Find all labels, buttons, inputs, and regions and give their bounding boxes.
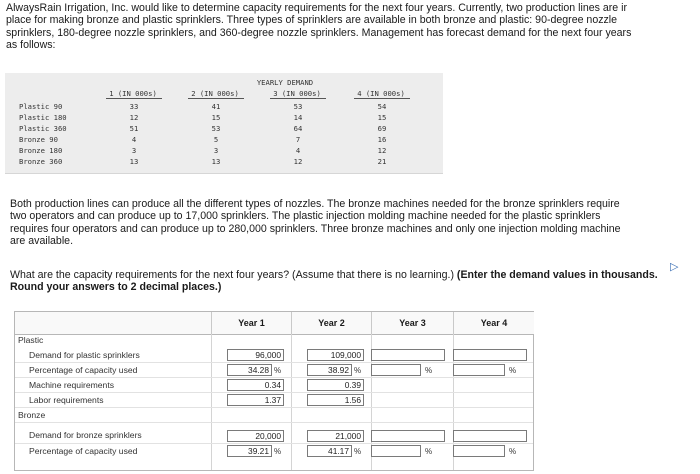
bronze-pct-year-2-input[interactable]: 41.17 (307, 445, 352, 457)
demand-col-rule (270, 98, 326, 99)
percent-sign: % (425, 447, 433, 456)
plastic-pct-label: Percentage of capacity used (29, 365, 138, 375)
year-4-header: Year 4 (453, 312, 534, 334)
bronze-demand-label: Demand for bronze sprinklers (29, 430, 142, 440)
bronze-demand-year-4-input[interactable] (453, 430, 527, 442)
demand-cell: 51 (129, 124, 139, 133)
question-text (10, 269, 670, 294)
demand-cell: 3 (131, 146, 137, 155)
row-divider (15, 443, 533, 444)
column-divider (211, 334, 212, 470)
problem-intro: AlwaysRain Irrigation, Inc. would like to determine capacity requirements for the next four years. Currently, two production lines are ir place for making bronze and plastic sprinklers. Three types of sprinklers are available in both bronze and plastic: 90-degree nozzle sprinklers, 180-degree nozzle sprinklers, and 360-degree nozzle sprinklers. Management has forecast demand for the next four years as follows: (6, 2, 632, 52)
row-divider (15, 392, 533, 393)
demand-cell: 16 (377, 135, 387, 144)
machine-req-label: Machine requirements (29, 380, 115, 390)
year-2-header: Year 2 (291, 312, 371, 334)
demand-cell: 33 (129, 102, 139, 111)
percent-sign: % (425, 366, 433, 375)
demand-col-rule (188, 98, 244, 99)
labor-req-year-2-input[interactable]: 1.56 (307, 394, 364, 406)
machine-req-year-1-input[interactable]: 0.34 (227, 379, 284, 391)
plastic-pct-year-2-input[interactable]: 38.92 (307, 364, 352, 376)
demand-col-year-3: 3 (IN 000s) (273, 89, 321, 98)
plastic-pct-year-1-input[interactable]: 34.28 (227, 364, 272, 376)
plastic-pct-year-3-input[interactable] (371, 364, 421, 376)
demand-cell: 53 (211, 124, 221, 133)
percent-sign: % (354, 447, 362, 456)
demand-col-year-2: 2 (IN 000s) (191, 89, 239, 98)
plastic-demand-year-2-input[interactable]: 109,000 (307, 349, 364, 361)
demand-row-label: Plastic 180 (19, 113, 67, 122)
demand-table-title: YEARLY DEMAND (256, 78, 314, 87)
demand-cell: 53 (293, 102, 303, 111)
cursor-icon: ▷ (670, 261, 679, 273)
demand-cell: 41 (211, 102, 221, 111)
demand-cell: 15 (377, 113, 387, 122)
demand-cell: 15 (211, 113, 221, 122)
demand-row-label: Bronze 180 (19, 146, 63, 155)
bronze-pct-label: Percentage of capacity used (29, 446, 138, 456)
demand-cell: 7 (295, 135, 301, 144)
demand-col-year-4: 4 (IN 000s) (357, 89, 405, 98)
bronze-pct-year-3-input[interactable] (371, 445, 421, 457)
question-main: What are the capacity requirements for the next four years? (Assume that there is no learning.) (10, 269, 457, 281)
demand-cell: 13 (129, 157, 139, 166)
demand-cell: 12 (377, 146, 387, 155)
row-divider (15, 407, 533, 408)
bronze-pct-year-1-input[interactable]: 39.21 (227, 445, 272, 457)
demand-cell: 12 (293, 157, 303, 166)
bronze-pct-year-4-input[interactable] (453, 445, 505, 457)
demand-cell: 4 (131, 135, 137, 144)
demand-cell: 13 (211, 157, 221, 166)
bronze-demand-year-1-input[interactable]: 20,000 (227, 430, 284, 442)
percent-sign: % (509, 447, 517, 456)
table-header-blank (15, 312, 211, 334)
demand-cell: 64 (293, 124, 303, 133)
demand-cell: 69 (377, 124, 387, 133)
demand-row-label: Plastic 90 (19, 102, 63, 111)
demand-col-rule (106, 98, 162, 99)
bronze-demand-year-2-input[interactable]: 21,000 (307, 430, 364, 442)
demand-row-label: Plastic 360 (19, 124, 67, 133)
machines-paragraph: Both production lines can produce all the different types of nozzles. The bronze machines needed for the bronze sprinklers require two operators and can produce up to 17,000 sprinklers. The plastic injection molding machine needed for the plastic sprinklers requires four operators and can produce up to 280,000 sprinklers. Three bronze machines and only one injection molding machine are available. (10, 198, 621, 247)
demand-cell: 54 (377, 102, 387, 111)
demand-cell: 5 (213, 135, 219, 144)
bronze-demand-year-3-input[interactable] (371, 430, 445, 442)
percent-sign: % (274, 447, 282, 456)
yearly-demand-table (5, 73, 443, 174)
percent-sign: % (354, 366, 362, 375)
row-divider (15, 362, 533, 363)
plastic-demand-label: Demand for plastic sprinklers (29, 350, 140, 360)
plastic-demand-year-3-input[interactable] (371, 349, 445, 361)
header-divider (15, 334, 533, 335)
plastic-demand-year-4-input[interactable] (453, 349, 527, 361)
labor-req-label: Labor requirements (29, 395, 104, 405)
year-1-header: Year 1 (211, 312, 291, 334)
plastic-section-label: Plastic (18, 335, 44, 345)
bronze-section-label: Bronze (18, 410, 46, 420)
demand-row-label: Bronze 90 (19, 135, 58, 144)
demand-cell: 12 (129, 113, 139, 122)
row-divider (15, 377, 533, 378)
question-instructions: (Enter the demand values in thousands. Round your answers to 2 decimal places.) (10, 269, 658, 294)
demand-cell: 4 (295, 146, 301, 155)
machine-req-year-2-input[interactable]: 0.39 (307, 379, 364, 391)
demand-row-label: Bronze 360 (19, 157, 63, 166)
demand-cell: 14 (293, 113, 303, 122)
plastic-pct-year-4-input[interactable] (453, 364, 505, 376)
plastic-demand-year-1-input[interactable]: 96,000 (227, 349, 284, 361)
year-3-header: Year 3 (371, 312, 453, 334)
labor-req-year-1-input[interactable]: 1.37 (227, 394, 284, 406)
demand-cell: 3 (213, 146, 219, 155)
percent-sign: % (509, 366, 517, 375)
demand-cell: 21 (377, 157, 387, 166)
capacity-requirements-table (14, 311, 534, 471)
demand-col-rule (354, 98, 410, 99)
row-divider (15, 422, 533, 423)
percent-sign: % (274, 366, 282, 375)
demand-col-year-1: 1 (IN 000s) (109, 89, 157, 98)
column-divider (291, 334, 292, 470)
